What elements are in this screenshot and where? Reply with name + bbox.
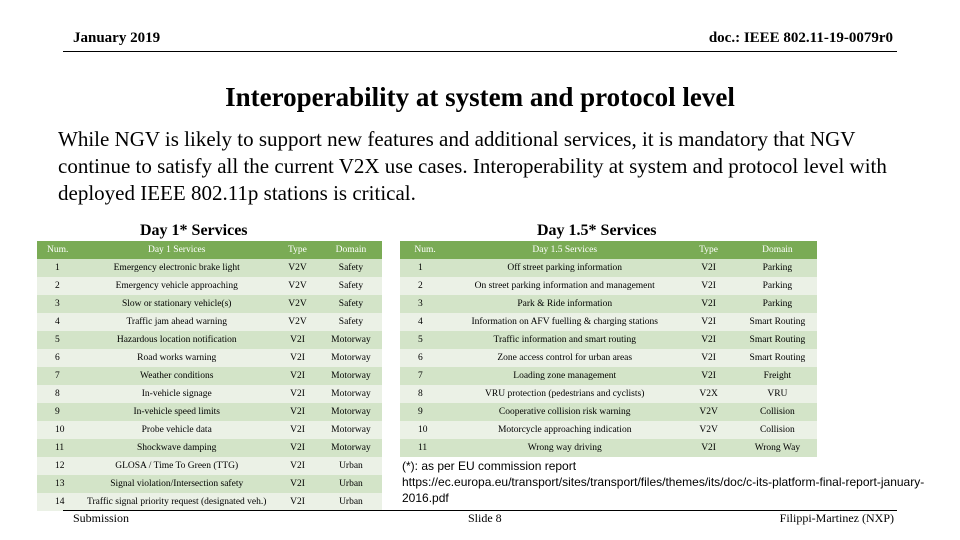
header-date: January 2019	[73, 30, 161, 46]
table-row	[37, 493, 382, 511]
cell-service: Cooperative collision risk warning	[450, 403, 679, 421]
cell-domain: Motorway	[320, 385, 382, 403]
cell-type: V2I	[275, 421, 320, 439]
cell-num: 4	[400, 313, 450, 331]
cell-type: V2I	[679, 331, 737, 349]
cell-service: Slow or stationary vehicle(s)	[78, 295, 275, 313]
table-row	[37, 349, 382, 367]
day1-heading: Day 1* Services	[140, 222, 248, 239]
cell-service: Shockwave damping	[78, 439, 275, 457]
cell-type: V2I	[275, 403, 320, 421]
cell-domain: Motorway	[320, 421, 382, 439]
cell-num: 14	[37, 493, 78, 511]
table-row	[37, 403, 382, 421]
cell-domain: Motorway	[320, 331, 382, 349]
cell-num: 5	[37, 331, 78, 349]
cell-service: Road works warning	[78, 349, 275, 367]
cell-num: 7	[400, 367, 450, 385]
table-row	[400, 313, 817, 331]
footnote-link[interactable]: https://ec.europa.eu/transport/sites/transport/files/themes/its/doc/c-its-platform-final-report-january-2016.pdf	[402, 475, 925, 505]
cell-domain: Wrong Way	[738, 439, 817, 457]
cell-domain: Urban	[320, 475, 382, 493]
cell-service: Wrong way driving	[450, 439, 679, 457]
cell-domain: Safety	[320, 277, 382, 295]
cell-num: 10	[400, 421, 450, 439]
cell-num: 8	[400, 385, 450, 403]
cell-num: 1	[37, 259, 78, 277]
cell-domain: Safety	[320, 313, 382, 331]
cell-domain: Parking	[738, 259, 817, 277]
footer-slide-number: Slide 8	[468, 511, 502, 525]
cell-service: Weather conditions	[78, 367, 275, 385]
cell-type: V2I	[275, 385, 320, 403]
col-header-domain: Domain	[320, 241, 382, 259]
cell-service: GLOSA / Time To Green (TTG)	[78, 457, 275, 475]
cell-domain: Safety	[320, 259, 382, 277]
footnote-text: (*): as per EU commission report	[402, 459, 577, 473]
table-row	[400, 421, 817, 439]
day15-services-table	[400, 241, 817, 457]
cell-type: V2I	[275, 475, 320, 493]
cell-service: Emergency vehicle approaching	[78, 277, 275, 295]
cell-service: In-vehicle signage	[78, 385, 275, 403]
col-header-service: Day 1.5 Services	[450, 241, 679, 259]
cell-num: 8	[37, 385, 78, 403]
cell-type: V2V	[275, 277, 320, 295]
table-row	[37, 367, 382, 385]
cell-service: On street parking information and management	[450, 277, 679, 295]
day15-heading: Day 1.5* Services	[537, 222, 657, 239]
cell-type: V2I	[679, 349, 737, 367]
cell-domain: Collision	[738, 421, 817, 439]
cell-domain: Collision	[738, 403, 817, 421]
table-row	[400, 367, 817, 385]
cell-domain: Smart Routing	[738, 331, 817, 349]
cell-service: Off street parking information	[450, 259, 679, 277]
col-header-type: Type	[275, 241, 320, 259]
header-doc-id: doc.: IEEE 802.11-19-0079r0	[708, 30, 893, 46]
col-header-num: Num.	[400, 241, 450, 259]
cell-domain: VRU	[738, 385, 817, 403]
cell-type: V2V	[275, 295, 320, 313]
footer-author: Filippi-Martinez (NXP)	[779, 511, 894, 525]
cell-num: 11	[37, 439, 78, 457]
table-row	[400, 439, 817, 457]
cell-type: V2I	[679, 367, 737, 385]
cell-num: 1	[400, 259, 450, 277]
table-row	[400, 295, 817, 313]
cell-domain: Smart Routing	[738, 349, 817, 367]
cell-type: V2I	[275, 349, 320, 367]
table-row	[400, 331, 817, 349]
table-row	[37, 421, 382, 439]
footnote	[402, 458, 932, 506]
cell-service: Probe vehicle data	[78, 421, 275, 439]
cell-domain: Parking	[738, 277, 817, 295]
cell-type: V2I	[275, 457, 320, 475]
table-row	[37, 277, 382, 295]
table-row	[37, 385, 382, 403]
cell-service: Emergency electronic brake light	[78, 259, 275, 277]
cell-type: V2V	[679, 421, 737, 439]
cell-domain: Parking	[738, 295, 817, 313]
table-row	[37, 457, 382, 475]
footer-submission: Submission	[73, 511, 130, 525]
cell-num: 6	[37, 349, 78, 367]
cell-type: V2I	[275, 331, 320, 349]
table-row	[400, 385, 817, 403]
table-row	[37, 295, 382, 313]
cell-domain: Urban	[320, 493, 382, 511]
cell-domain: Freight	[738, 367, 817, 385]
table-row	[37, 313, 382, 331]
cell-service: Traffic jam ahead warning	[78, 313, 275, 331]
table-row	[37, 475, 382, 493]
day1-services-table	[37, 241, 382, 511]
cell-domain: Smart Routing	[738, 313, 817, 331]
cell-service: Loading zone management	[450, 367, 679, 385]
cell-service: Hazardous location notification	[78, 331, 275, 349]
cell-service: Signal violation/Intersection safety	[78, 475, 275, 493]
cell-type: V2I	[679, 259, 737, 277]
cell-domain: Motorway	[320, 439, 382, 457]
table-row	[400, 259, 817, 277]
cell-type: V2I	[679, 295, 737, 313]
cell-num: 10	[37, 421, 78, 439]
cell-type: V2I	[275, 439, 320, 457]
cell-num: 5	[400, 331, 450, 349]
cell-num: 2	[400, 277, 450, 295]
cell-service: Park & Ride information	[450, 295, 679, 313]
cell-type: V2I	[275, 367, 320, 385]
cell-service: Traffic information and smart routing	[450, 331, 679, 349]
cell-domain: Motorway	[320, 403, 382, 421]
header-divider	[63, 51, 897, 52]
table-row	[37, 331, 382, 349]
table-row	[37, 259, 382, 277]
cell-num: 9	[400, 403, 450, 421]
cell-num: 13	[37, 475, 78, 493]
cell-service: Zone access control for urban areas	[450, 349, 679, 367]
cell-type: V2I	[679, 439, 737, 457]
cell-type: V2I	[679, 277, 737, 295]
cell-num: 3	[400, 295, 450, 313]
cell-num: 9	[37, 403, 78, 421]
cell-num: 11	[400, 439, 450, 457]
table-header-row	[400, 241, 817, 259]
cell-service: Traffic signal priority request (designated veh.)	[78, 493, 275, 511]
cell-service: VRU protection (pedestrians and cyclists)	[450, 385, 679, 403]
table-row	[400, 349, 817, 367]
cell-num: 6	[400, 349, 450, 367]
table-row	[400, 403, 817, 421]
cell-type: V2V	[275, 259, 320, 277]
col-header-type: Type	[679, 241, 737, 259]
table-row	[37, 439, 382, 457]
col-header-num: Num.	[37, 241, 78, 259]
col-header-service: Day 1 Services	[78, 241, 275, 259]
table-row	[400, 277, 817, 295]
cell-type: V2X	[679, 385, 737, 403]
slide-body-text: While NGV is likely to support new features and additional services, it is mandatory that NGV continue to satisfy all the current V2X use cases. Interoperability at system and protocol level with deployed IEEE 802.11p stations is critical.	[58, 127, 887, 205]
cell-service: In-vehicle speed limits	[78, 403, 275, 421]
table-header-row	[37, 241, 382, 259]
cell-num: 7	[37, 367, 78, 385]
cell-num: 3	[37, 295, 78, 313]
col-header-domain: Domain	[738, 241, 817, 259]
cell-num: 2	[37, 277, 78, 295]
cell-type: V2V	[275, 313, 320, 331]
cell-num: 4	[37, 313, 78, 331]
cell-domain: Urban	[320, 457, 382, 475]
cell-domain: Safety	[320, 295, 382, 313]
cell-num: 12	[37, 457, 78, 475]
cell-type: V2I	[679, 313, 737, 331]
cell-service: Information on AFV fuelling & charging stations	[450, 313, 679, 331]
cell-type: V2V	[679, 403, 737, 421]
cell-domain: Motorway	[320, 367, 382, 385]
slide-title: Interoperability at system and protocol level	[225, 82, 735, 112]
cell-type: V2I	[275, 493, 320, 511]
cell-service: Motorcycle approaching indication	[450, 421, 679, 439]
cell-domain: Motorway	[320, 349, 382, 367]
